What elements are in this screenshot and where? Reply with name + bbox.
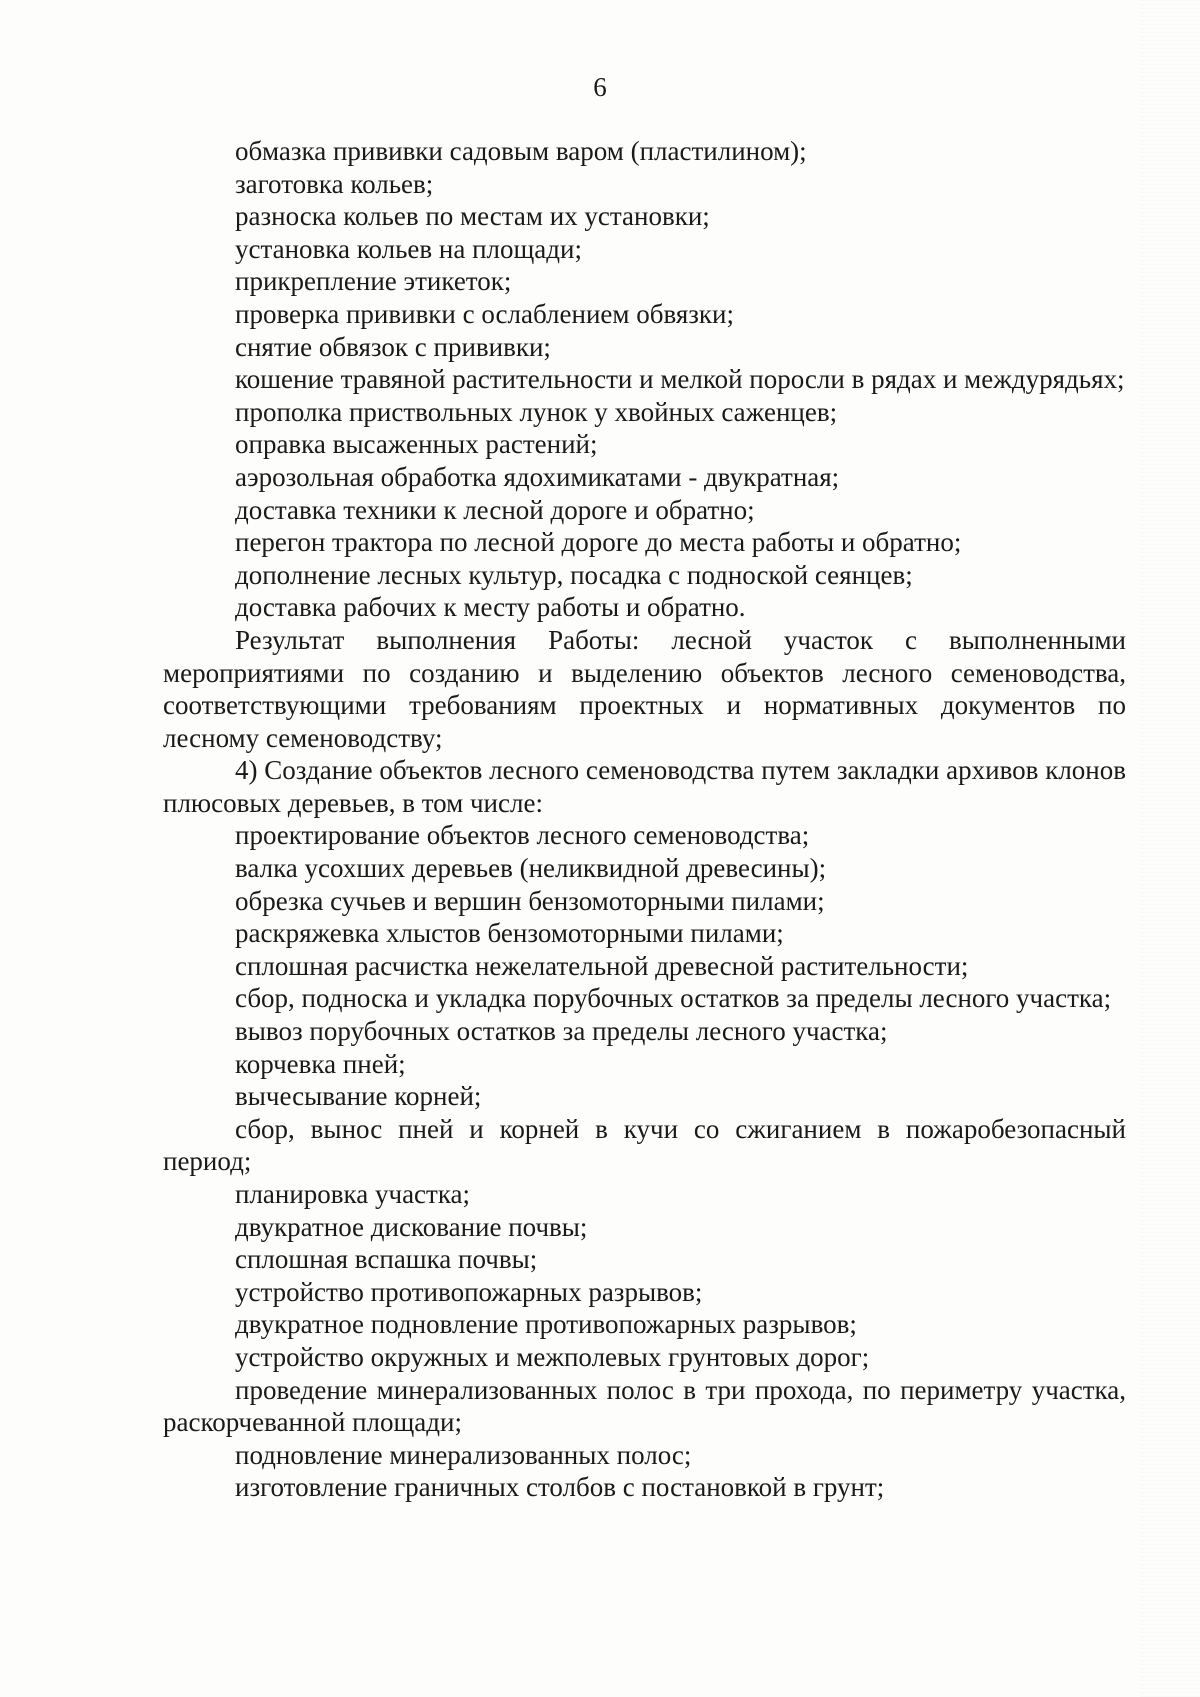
list-item: оправка высаженных растений; <box>235 429 598 460</box>
list-item: вычесывание корней; <box>235 1081 482 1112</box>
list-item: валка усохших деревьев (неликвидной древесины); <box>235 853 827 884</box>
list-item: проведение минерализованных полос в три прохода, по периметру участка, раскорчеванной площади; <box>163 1374 1126 1438</box>
list-item: сплошная расчистка нежелательной древесной растительности; <box>235 950 969 981</box>
list-item: аэрозольная обработка ядохимикатами - двукратная; <box>235 461 840 492</box>
list-item: раскряжевка хлыстов бензомоторными пилами; <box>235 918 784 949</box>
list-item: заготовка кольев; <box>235 168 434 199</box>
document-body <box>163 135 1126 1504</box>
list-item: перегон трактора по лесной дороге до места работы и обратно; <box>235 527 962 558</box>
list-item: устройство противопожарных разрывов; <box>235 1276 703 1307</box>
list-item: прополка приствольных лунок у хвойных саженцев; <box>235 396 838 427</box>
result-paragraph: Результат выполнения Работы: лесной участок с выполненными мероприятиями по созданию и выделению объектов лесного семеноводства, соответствующими требованиям проектных и нормативных документов по лесному семеноводству; <box>163 624 1126 753</box>
list-item: вывоз порубочных остатков за пределы лесного участка; <box>235 1016 888 1047</box>
list-item: сплошная вспашка почвы; <box>235 1244 538 1275</box>
list-item: дополнение лесных культур, посадка с подноской сеянцев; <box>235 559 913 590</box>
page-number: 6 <box>593 72 607 102</box>
list-item: прикрепление этикеток; <box>235 266 512 297</box>
list-item: двукратное дискование почвы; <box>235 1211 588 1242</box>
list-item: изготовление граничных столбов с постановкой в грунт; <box>235 1472 885 1503</box>
list-item: доставка рабочих к месту работы и обратно. <box>235 592 746 623</box>
list-item: планировка участка; <box>235 1179 471 1209</box>
list-item: разноска кольев по местам их установки; <box>235 201 710 232</box>
list-item: подновление минерализованных полос; <box>235 1439 692 1470</box>
list-item: корчевка пней; <box>235 1048 406 1079</box>
list-item: кошение травяной растительности и мелкой поросли в рядах и междурядьях; <box>235 364 1125 395</box>
list-item: сбор, вынос пней и корней в кучи со сжиганием в пожаробезопасный период; <box>163 1113 1126 1177</box>
list-item: доставка техники к лесной дороге и обратно; <box>235 494 755 525</box>
list-item: проверка прививки с ослаблением обвязки; <box>235 298 734 329</box>
list-item: обрезка сучьев и вершин бензомоторными пилами; <box>235 885 825 916</box>
list-item: двукратное подновление противопожарных разрывов; <box>235 1309 857 1340</box>
section-heading-paragraph: 4) Создание объектов лесного семеноводства путем закладки архивов клонов плюсовых деревьев, в том числе: <box>163 755 1126 818</box>
list-item: сбор, подноска и укладка порубочных остатков за пределы лесного участка; <box>235 983 1112 1014</box>
list-item: устройство окружных и межполевых грунтовых дорог; <box>235 1341 870 1372</box>
scan-edge-noise <box>1140 0 1200 1697</box>
list-item: обмазка прививки садовым варом (пластилином); <box>235 136 807 166</box>
list-item: установка кольев на площади; <box>235 233 582 264</box>
list-item: снятие обвязок с прививки; <box>235 331 551 362</box>
list-item: проектирование объектов лесного семеноводства; <box>235 820 810 851</box>
